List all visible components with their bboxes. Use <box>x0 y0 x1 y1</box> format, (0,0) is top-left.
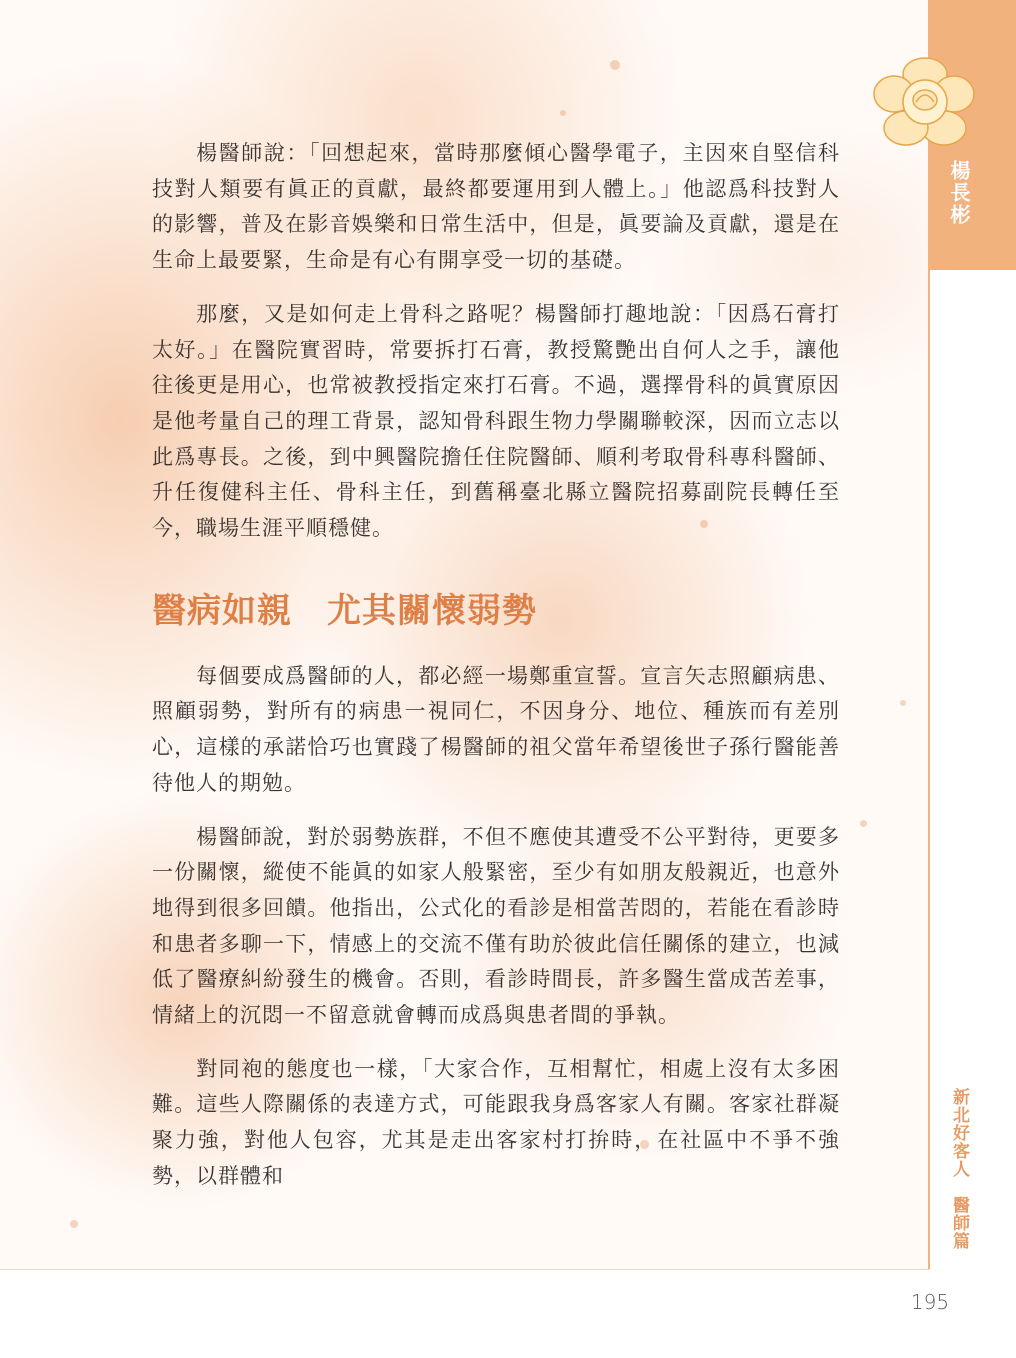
paragraph: 對同袍的態度也一樣，「大家合作，互相幫忙，相處上沒有太多困難。這些人際關係的表達方式，可能跟我身爲客家人有關。客家社群凝聚力強，對他人包容，尤其是走出客家村打拚時，在社區中不爭不強勢，以群體和 <box>152 1056 840 1188</box>
section-heading: 醫病如親 尤其關懷弱勢 <box>152 590 537 631</box>
series-title: 新北好客人 <box>949 1088 969 1178</box>
paragraph: 楊醫師說，對於弱勢族群，不但不應使其遭受不公平對待，更要多一份關懷，縱使不能眞的如家人般緊密，至少有如朋友般親近，也意外地得到很多回饋。他指出，公式化的看診是相當苦悶的，若能在看診時和患者多聊一下，情感上的交流不僅有助於彼此信任關係的建立，也減低了醫療糾紛發生的機會。否則，看診時間長，許多醫生當成苦差事，情緒上的沉悶一不留意就會轉而成爲與患者間的爭執。 <box>152 824 840 1028</box>
series-title-vertical <box>944 1088 974 1270</box>
bottom-rule <box>0 1269 930 1270</box>
flower-icon <box>870 52 980 152</box>
paragraph: 那麼，又是如何走上骨科之路呢？楊醫師打趣地說：「因爲石膏打太好。」在醫院實習時，常要拆打石膏，教授驚艷出自何人之手，讓他往後更是用心，也常被教授指定來打石膏。不過，選擇骨科的眞實原因是他考量自己的理工背景，認知骨科跟生物力學關聯較深，因而立志以此爲專長。之後，到中興醫院擔任住院醫師、順利考取骨科專科醫師、升任復健科主任、骨科主任，到舊稱臺北縣立醫院招募副院長轉任至今，職場生涯平順穩健。 <box>152 301 840 541</box>
page-number: 195 <box>910 1290 950 1314</box>
article-body <box>152 136 840 1213</box>
sidebar-rule <box>928 270 930 1270</box>
ink-splash <box>70 1220 78 1228</box>
paragraph: 每個要成爲醫師的人，都必經一場鄭重宣誓。宣言矢志照顧病患、照顧弱勢，對所有的病患一視同仁，不因身分、地位、種族而有差別心，這樣的承諾恰巧也實踐了楊醫師的祖父當年希望後世子孫行醫能善待他人的期勉。 <box>152 663 840 795</box>
ink-splash <box>860 820 867 827</box>
ink-splash <box>900 700 906 706</box>
person-name-vertical: 楊長彬 <box>947 160 971 226</box>
paragraph: 楊醫師說：「回想起來，當時那麼傾心醫學電子，主因來自堅信科技對人類要有眞正的貢獻，最終都要運用到人體上。」他認爲科技對人的影響，普及在影音娛樂和日常生活中，但是，眞要論及貢獻，還是在生命上最要緊，生命是有心有開享受一切的基礎。 <box>152 141 840 273</box>
series-subtitle: 醫師篇 <box>949 1196 969 1250</box>
ink-splash <box>610 60 620 70</box>
ink-splash <box>560 110 566 116</box>
